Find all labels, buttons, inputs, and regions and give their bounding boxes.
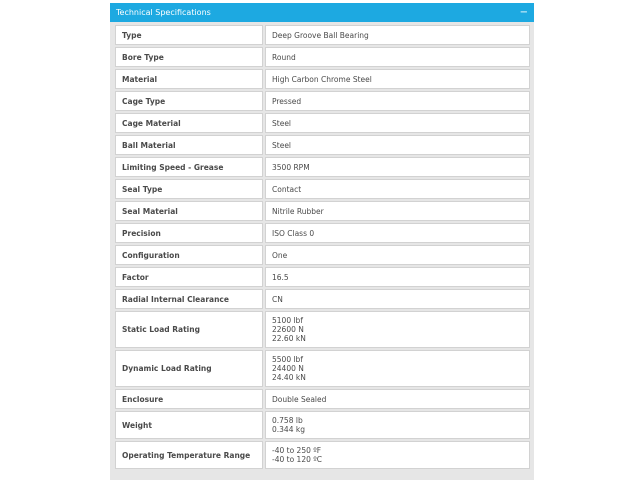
spec-row: [115, 179, 530, 199]
spec-value-line: ISO Class 0: [272, 228, 315, 238]
spec-label: Material: [115, 69, 263, 89]
spec-label: Limiting Speed - Grease: [115, 157, 263, 177]
spec-row: [115, 389, 530, 409]
collapse-icon[interactable]: −: [519, 6, 528, 18]
spec-value-line: CN: [272, 294, 283, 304]
spec-value: [265, 25, 530, 45]
spec-value-line: 5500 lbf: [272, 355, 303, 364]
spec-value-line: 3500 RPM: [272, 162, 310, 172]
spec-value: [265, 135, 530, 155]
spec-row: [115, 311, 530, 348]
spec-value-line: Steel: [272, 118, 292, 128]
spec-label: Cage Material: [115, 113, 263, 133]
spec-table: [113, 23, 532, 471]
spec-value-line: 0.344 kg: [272, 425, 305, 434]
spec-value: [265, 113, 530, 133]
spec-value-line: 0.758 lb: [272, 416, 303, 425]
spec-row: [115, 113, 530, 133]
spec-row: [115, 91, 530, 111]
spec-value-line: Pressed: [272, 96, 302, 106]
spec-value-line: High Carbon Chrome Steel: [272, 74, 372, 84]
spec-row: [115, 47, 530, 67]
spec-label: Weight: [115, 411, 263, 439]
spec-label: Seal Type: [115, 179, 263, 199]
technical-specifications-panel: [110, 3, 534, 480]
spec-row: [115, 441, 530, 469]
spec-value: [265, 179, 530, 199]
spec-label: Bore Type: [115, 47, 263, 67]
spec-row: [115, 69, 530, 89]
spec-value: [265, 441, 530, 469]
spec-value: [265, 411, 530, 439]
spec-value: [265, 289, 530, 309]
spec-row: [115, 135, 530, 155]
panel-title: Technical Specifications: [116, 8, 211, 17]
spec-value: [265, 267, 530, 287]
spec-row: [115, 223, 530, 243]
spec-value: [265, 311, 530, 348]
spec-value-line: Deep Groove Ball Bearing: [272, 30, 369, 40]
spec-value-line: 24400 N: [272, 364, 304, 373]
spec-value: [265, 47, 530, 67]
spec-value: [265, 69, 530, 89]
spec-row: [115, 25, 530, 45]
spec-label: Precision: [115, 223, 263, 243]
spec-label: Seal Material: [115, 201, 263, 221]
spec-value: [265, 389, 530, 409]
spec-row: [115, 201, 530, 221]
spec-value-line: Steel: [272, 140, 292, 150]
spec-value-line: 22600 N: [272, 325, 304, 334]
spec-value-line: Contact: [272, 184, 302, 194]
spec-label: Cage Type: [115, 91, 263, 111]
spec-value: [265, 223, 530, 243]
spec-label: Enclosure: [115, 389, 263, 409]
spec-label: Radial Internal Clearance: [115, 289, 263, 309]
spec-label: Type: [115, 25, 263, 45]
spec-label: Operating Temperature Range: [115, 441, 263, 469]
spec-label: Configuration: [115, 245, 263, 265]
spec-value-line: One: [272, 250, 288, 260]
spec-value: [265, 91, 530, 111]
spec-value-line: Round: [272, 52, 296, 62]
spec-value-line: 16.5: [272, 272, 289, 282]
spec-row: [115, 267, 530, 287]
spec-value: [265, 245, 530, 265]
spec-label: Ball Material: [115, 135, 263, 155]
spec-row: [115, 411, 530, 439]
spec-value-line: 24.40 kN: [272, 373, 306, 382]
panel-header[interactable]: [110, 3, 534, 22]
spec-row: [115, 289, 530, 309]
spec-label: Static Load Rating: [115, 311, 263, 348]
spec-row: [115, 157, 530, 177]
spec-value: [265, 350, 530, 387]
spec-value-line: 22.60 kN: [272, 334, 306, 343]
spec-value-line: 5100 lbf: [272, 316, 303, 325]
spec-value-line: Double Sealed: [272, 394, 327, 404]
spec-value-line: -40 to 250 ºF: [272, 446, 322, 455]
spec-label: Dynamic Load Rating: [115, 350, 263, 387]
spec-row: [115, 245, 530, 265]
spec-value-line: -40 to 120 ºC: [272, 455, 323, 464]
spec-value-line: Nitrile Rubber: [272, 206, 324, 216]
spec-value: [265, 157, 530, 177]
spec-label: Factor: [115, 267, 263, 287]
spec-value: [265, 201, 530, 221]
spec-row: [115, 350, 530, 387]
